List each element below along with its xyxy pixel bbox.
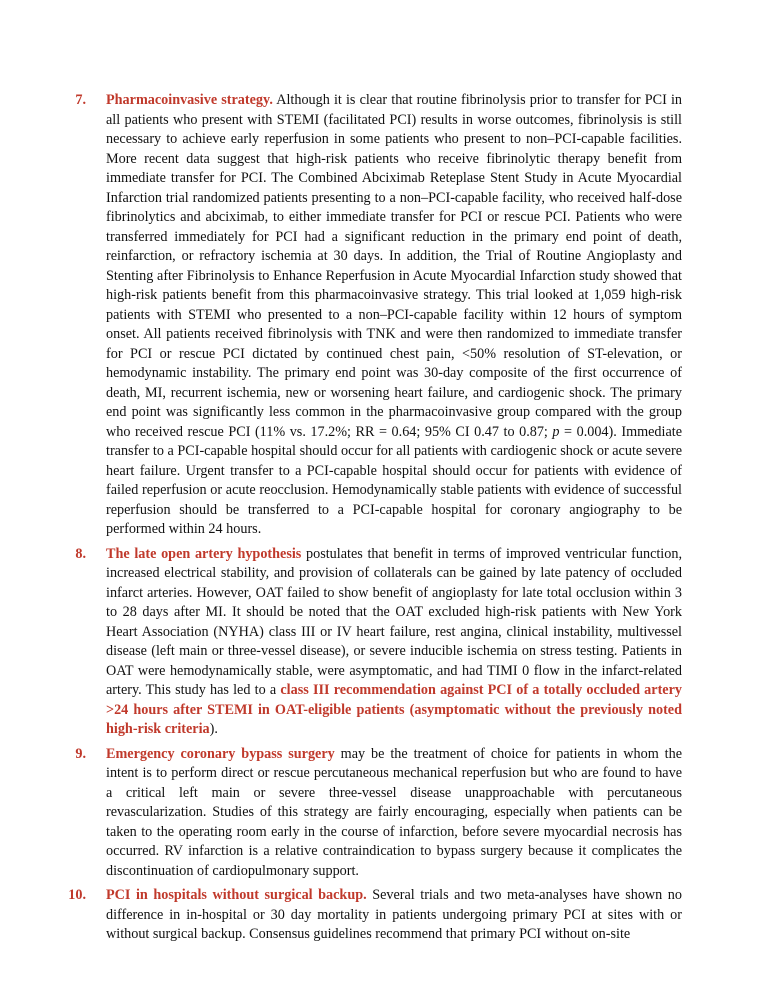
item-number: 7. — [75, 92, 86, 108]
item-paragraph — [106, 745, 682, 882]
recommendation-highlight: class III recommendation against PCI of a totally occluded artery >24 hours after STEMI in OAT-eligible patients (asymptomatic without the previously noted high-risk criteria — [106, 682, 682, 737]
item-paragraph — [106, 545, 682, 740]
item-number: 9. — [75, 745, 86, 762]
item-body: may be the treatment of choice for patients in whom the intent is to perform direct or rescue percutaneous mechanical reperfusion but who are found to have a critical left main or severe three-vessel disease unapproachable with percutaneous revascularization. Studies of this strategy are fairly encouraging, especially when patients can be taken to the operating room early in the course of infarction, before severe myocardial necrosis has occurred. RV infarction is a relative contraindication to bypass surgery because it complicates the discontinuation of cardiopulmonary support. — [106, 745, 682, 879]
item-body-continued: = 0.004). Immediate transfer to a PCI-capable hospital should occur for all patients with cardiogenic shock or acute severe heart failure. Urgent transfer to a PCI-capable hospital should occur for patients with evidence of failed reperfusion or acute reocclusion. Hemodynamically stable patients with evidence of successful reperfusion should be transferred to a PCI-capable hospital for coronary angiography to be performed within 24 hours. — [106, 423, 683, 537]
item-body-continued: ). — [209, 721, 218, 737]
item-body: Several trials and two meta-analyses have shown no difference in in-hospital or 30 day mortality in patients undergoing primary PCI at sites with or without surgical backup. Consensus guidelines recommend that primary PCI without on-site — [106, 887, 682, 942]
item-number: 8. — [75, 545, 86, 562]
list-item — [62, 886, 682, 945]
p-value-symbol: p — [552, 423, 560, 440]
list-item — [62, 745, 682, 882]
item-number: 10. — [68, 887, 86, 903]
list-item — [62, 91, 682, 540]
list-item — [62, 545, 682, 740]
item-body: Although it is clear that routine fibrinolysis prior to transfer for PCI in all patients who present with STEMI (facilitated PCI) results in worse outcomes, fibrinolysis is still necessary to achieve early reperfusion in some patients who present to non–PCI-capable facilities. More recent data suggest that high-risk patients who receive fibrinolytic therapy benefit from immediate transfer for PCI. The Combined Abciximab Reteplase Stent Study in Acute Myocardial Infarction trial randomized patients presenting to a non–PCI-capable facility, who received half-dose fibrinolytics and abciximab, to either immediate transfer for PCI or rescue PCI. Patients who were transferred immediately for PCI had a significant reduction in the primary end point of death, reinfarction, or refractory ischemia at 30 days. In addition, the Trial of Routine Angioplasty and Stenting after Fibrinolysis to Enhance Reperfusion in Acute Myocardial Infarction study showed that high-risk patients benefit from this pharmacoinvasive strategy. This trial looked at 1,059 high-risk patients with STEMI who presented to a non–PCI-capable facility within 12 hours of symptom onset. All patients received fibrinolysis with TNK and were then randomized to immediate transfer for PCI or rescue PCI dictated by continued chest pain, <50% resolution of ST-elevation, or hemodynamic instability. The primary end point was 30-day composite of the first occurrence of death, MI, recurrent ischemia, new or worsening heart failure, and cardiogenic shock. The primary end point was significantly less common in the pharmacoinvasive group compared with the group who received rescue PCI (11% vs. 17.2%; RR = 0.64; 95% CI 0.47 to 0.87; — [106, 92, 682, 440]
item-paragraph — [106, 886, 682, 945]
numbered-list — [62, 91, 682, 950]
item-heading: PCI in hospitals without surgical backup. — [106, 887, 367, 903]
item-paragraph — [106, 91, 682, 540]
item-heading: Pharmacoinvasive strategy. — [106, 92, 273, 108]
item-body: postulates that benefit in terms of improved ventricular function, increased electrical stability, and provision of collaterals can be gained by late patency of occluded infarct arteries. However, OAT failed to show benefit of angioplasty for late total occlusion within 3 to 28 days after MI. It should be noted that the OAT excluded high-risk patients with New York Heart Association (NYHA) class III or IV heart failure, rest angina, clinical instability, multivessel disease (left main or three-vessel disease), or severe inducible ischemia on stress testing. Patients in OAT were hemodynamically stable, were asymptomatic, and had TIMI 0 flow in the infarct-related artery. This study has led to a — [106, 545, 682, 698]
item-heading: Emergency coronary bypass surgery — [106, 745, 335, 762]
item-heading: The late open artery hypothesis — [106, 545, 302, 562]
